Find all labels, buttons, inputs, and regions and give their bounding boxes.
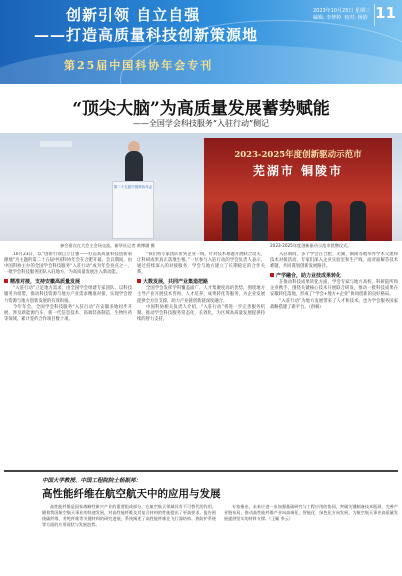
screen-title: 2023-2025年度创新驱动示范市 (234, 150, 362, 160)
award-person (252, 201, 268, 241)
paragraph: “入驻行动”为地方发展带来了人才和技术，也为学会服务国家战略搭建了新平台。（供稿） (270, 298, 398, 310)
event-photo (0, 133, 402, 241)
article-headline: “顶尖大脑”为高质量发展蓄势赋能 (72, 99, 330, 119)
bottom-article-body (42, 504, 398, 574)
masthead-line-2: ——打造高质量科技创新策源地 (34, 26, 259, 44)
paragraph: “入驻行动”立足地方需求，由全国学会组建专家团队，以科技服务为纽带，推动科技资源与地方产业需求精准对接，实现学会智力资源与地方创新发展的有效衔接。 (4, 286, 132, 304)
dateline: 2023年10月25日 星期三 编辑: 李梦婷 校对: 杨韵 (312, 8, 370, 21)
bottom-column-1 (42, 504, 216, 574)
paragraph: 全国学会发挥学科覆盖面广、人才集聚度高的优势，围绕地方主导产业开展技术咨询、人才培养、成果转化等服务，为企业发展提供全方位支撑，助力产业链创新链深度融合。 (137, 286, 265, 304)
award-screen (204, 138, 392, 241)
paragraph: “我们将专家团队带到企业一线，针对技术难题开展联合攻关，让科研成果真正落地生根。”一位参与入驻行动的学会负责人表示，通过持续深入的对接服务，学会与地方建立了长期稳定的合作关系。 (137, 252, 265, 276)
section-heading: 精准对接，支持安徽高质量发展 (4, 278, 132, 285)
photo-caption-right: 2023-2025年度创新驱动示范市授牌仪式。 (270, 243, 352, 248)
photo-caption-left: 参会嘉宾在大会主会场交流。新华社记者 黄博涵 摄 (60, 243, 155, 248)
body-column-1 (4, 252, 132, 460)
section-divider (4, 470, 398, 472)
paragraph: 入驻期间，多个学会在合肥、芜湖、铜陵等地举办学术交流和技术对接活动，专家们深入企业实验室和生产线，面对面解答技术难题，共同谋划创新发展路径。 (270, 252, 398, 270)
body-column-3 (270, 252, 398, 460)
article-body (4, 252, 398, 462)
section-heading: 产学融合，助力业技成果转化 (270, 272, 398, 279)
masthead (0, 0, 402, 84)
body-column-2 (137, 252, 265, 460)
special-issue-title: 第25届中国科协年会专刊 (64, 59, 214, 72)
award-person (316, 201, 332, 241)
award-person (222, 201, 238, 241)
paragraph: 今年年会，全国学会科技服务“入驻行动”在安徽多地同步开展，涉及新能源汽车、新一代信息技术、高端装备制造、生物医药等领域，累计签约合作项目数十项。 (4, 304, 132, 322)
speaker-figure (125, 151, 143, 185)
masthead-line-1: 创新引领 自立自强 (66, 6, 201, 24)
paragraph: 高性能纤维是国家战略性新兴产业的重要组成部分，在航空航天领域具有不可替代的作用。随着我国航空航天事业的快速发展，对高性能纤维及其复合材料的性能提出了更高要求。报告围绕碳纤维、芳纶纤维等关键材料的研究进展，系统阐述了高性能纤维在飞行器结构、热防护系统等方面的应用现状与发展趋势。 (42, 504, 216, 527)
paragraph: 专家指出，未来应进一步加强基础研究与工程应用的协同，突破关键制备技术瓶颈，完善产业链布局，推动高性能纤维产业向高端化、智能化、绿色化方向发展，为航空航天事业高质量发展提供坚实的材料支撑。（王颖 李云） (224, 504, 398, 521)
podium-label: 第二十五届中国科协年会 (113, 185, 153, 189)
section-heading: 大数发展，共同产业集造把路 (137, 278, 265, 285)
paragraph: 10月23日，以“创新引领自立自强——打造高质量科技创新策源地”为主题的第二十五届中国科协年会在合肥开幕。会议期间，由中国科协主办的全国学会科技服务“入驻行动”成为年会亮点之一，一批学会科技服务团队入驻地方，为高质量发展注入新动能。 (4, 252, 132, 276)
bottom-column-2 (224, 504, 398, 574)
page-number: 11 (374, 4, 396, 26)
paragraph: 中国科协相关负责人介绍，“入驻行动”将进一步完善服务机制，推动学会科技服务常态化、长效化，为区域高质量发展提供持续的智力支持。 (137, 304, 265, 322)
article-subheadline: ——全国学会科技服务“入驻行动”侧记 (132, 119, 270, 128)
award-person (284, 201, 300, 241)
paragraph: 在推动科技成果转化方面，学会专家与地方高校、科研院所和企业携手，围绕关键核心技术开展联合研发，推动一批科技成果在安徽转化落地，形成了“学会+地方+企业”协同创新的良好格局。 (270, 280, 398, 298)
bottom-article-title: 高性能纤维在航空航天中的应用与发展 (42, 488, 221, 500)
screen-cities: 芜湖市 铜陵市 (252, 164, 344, 178)
bottom-article-kicker: 中国大学教授、中国工程院院士杨振邦： (42, 478, 142, 484)
photo-banner (40, 141, 72, 147)
award-person (350, 201, 366, 241)
